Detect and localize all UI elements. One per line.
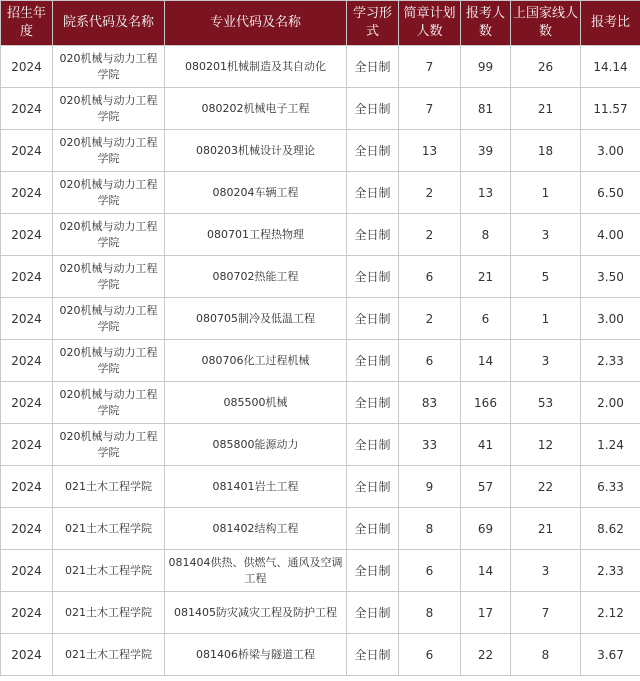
cell-dept: 020机械与动力工程学院 — [53, 382, 165, 424]
table-row — [1, 508, 640, 550]
cell-dept: 020机械与动力工程学院 — [53, 172, 165, 214]
cell-line: 21 — [511, 508, 581, 550]
cell-major: 085800能源动力 — [165, 424, 347, 466]
cell-line: 8 — [511, 634, 581, 676]
cell-applicants: 166 — [461, 382, 511, 424]
cell-major: 081401岩土工程 — [165, 466, 347, 508]
table-row — [1, 634, 640, 676]
cell-major: 081404供热、供燃气、通风及空调工程 — [165, 550, 347, 592]
cell-plan: 7 — [399, 88, 461, 130]
cell-major: 085500机械 — [165, 382, 347, 424]
cell-applicants: 14 — [461, 550, 511, 592]
cell-ratio: 14.14 — [581, 46, 640, 88]
cell-dept: 020机械与动力工程学院 — [53, 214, 165, 256]
cell-applicants: 17 — [461, 592, 511, 634]
cell-year: 2024 — [1, 592, 53, 634]
cell-line: 1 — [511, 298, 581, 340]
table-row — [1, 382, 640, 424]
cell-mode: 全日制 — [347, 634, 399, 676]
cell-dept: 020机械与动力工程学院 — [53, 46, 165, 88]
header-year: 招生年度 — [1, 1, 53, 46]
cell-year: 2024 — [1, 340, 53, 382]
cell-ratio: 3.67 — [581, 634, 640, 676]
header-applicants: 报考人数 — [461, 1, 511, 46]
cell-major: 080702热能工程 — [165, 256, 347, 298]
cell-ratio: 4.00 — [581, 214, 640, 256]
cell-line: 7 — [511, 592, 581, 634]
cell-applicants: 99 — [461, 46, 511, 88]
header-ratio: 报考比 — [581, 1, 640, 46]
cell-applicants: 81 — [461, 88, 511, 130]
table-row — [1, 424, 640, 466]
cell-year: 2024 — [1, 46, 53, 88]
cell-dept: 021土木工程学院 — [53, 634, 165, 676]
cell-plan: 6 — [399, 634, 461, 676]
cell-mode: 全日制 — [347, 424, 399, 466]
cell-year: 2024 — [1, 382, 53, 424]
cell-year: 2024 — [1, 466, 53, 508]
cell-ratio: 3.50 — [581, 256, 640, 298]
cell-plan: 8 — [399, 508, 461, 550]
cell-applicants: 22 — [461, 634, 511, 676]
cell-major: 080202机械电子工程 — [165, 88, 347, 130]
table-row — [1, 340, 640, 382]
table-row — [1, 46, 640, 88]
cell-line: 3 — [511, 214, 581, 256]
table-row — [1, 130, 640, 172]
cell-ratio: 1.24 — [581, 424, 640, 466]
cell-year: 2024 — [1, 298, 53, 340]
table-row — [1, 214, 640, 256]
cell-year: 2024 — [1, 508, 53, 550]
cell-dept: 020机械与动力工程学院 — [53, 88, 165, 130]
cell-applicants: 57 — [461, 466, 511, 508]
cell-line: 53 — [511, 382, 581, 424]
cell-ratio: 2.12 — [581, 592, 640, 634]
cell-applicants: 69 — [461, 508, 511, 550]
cell-year: 2024 — [1, 634, 53, 676]
cell-applicants: 8 — [461, 214, 511, 256]
cell-plan: 8 — [399, 592, 461, 634]
cell-ratio: 3.00 — [581, 298, 640, 340]
cell-mode: 全日制 — [347, 172, 399, 214]
cell-mode: 全日制 — [347, 130, 399, 172]
cell-plan: 2 — [399, 172, 461, 214]
cell-mode: 全日制 — [347, 340, 399, 382]
table-row — [1, 172, 640, 214]
table-row — [1, 88, 640, 130]
cell-plan: 33 — [399, 424, 461, 466]
cell-dept: 020机械与动力工程学院 — [53, 340, 165, 382]
cell-mode: 全日制 — [347, 550, 399, 592]
cell-plan: 83 — [399, 382, 461, 424]
cell-dept: 021土木工程学院 — [53, 550, 165, 592]
cell-major: 080701工程热物理 — [165, 214, 347, 256]
cell-ratio: 3.00 — [581, 130, 640, 172]
cell-applicants: 13 — [461, 172, 511, 214]
cell-dept: 021土木工程学院 — [53, 592, 165, 634]
table-row — [1, 550, 640, 592]
cell-major: 080204车辆工程 — [165, 172, 347, 214]
cell-dept: 021土木工程学院 — [53, 466, 165, 508]
cell-dept: 020机械与动力工程学院 — [53, 130, 165, 172]
table-body — [1, 46, 640, 676]
cell-ratio: 11.57 — [581, 88, 640, 130]
cell-line: 1 — [511, 172, 581, 214]
header-line: 上国家线人数 — [511, 1, 581, 46]
cell-year: 2024 — [1, 424, 53, 466]
cell-line: 12 — [511, 424, 581, 466]
cell-mode: 全日制 — [347, 46, 399, 88]
cell-plan: 6 — [399, 340, 461, 382]
cell-mode: 全日制 — [347, 88, 399, 130]
cell-applicants: 39 — [461, 130, 511, 172]
cell-ratio: 6.50 — [581, 172, 640, 214]
cell-applicants: 6 — [461, 298, 511, 340]
cell-year: 2024 — [1, 88, 53, 130]
cell-major: 080706化工过程机械 — [165, 340, 347, 382]
cell-year: 2024 — [1, 172, 53, 214]
cell-line: 22 — [511, 466, 581, 508]
cell-mode: 全日制 — [347, 466, 399, 508]
cell-plan: 6 — [399, 550, 461, 592]
table-row — [1, 298, 640, 340]
cell-major: 080201机械制造及其自动化 — [165, 46, 347, 88]
cell-dept: 020机械与动力工程学院 — [53, 424, 165, 466]
cell-major: 080705制冷及低温工程 — [165, 298, 347, 340]
table-row — [1, 466, 640, 508]
cell-line: 18 — [511, 130, 581, 172]
cell-applicants: 21 — [461, 256, 511, 298]
header-dept: 院系代码及名称 — [53, 1, 165, 46]
cell-plan: 6 — [399, 256, 461, 298]
cell-plan: 13 — [399, 130, 461, 172]
cell-major: 081406桥梁与隧道工程 — [165, 634, 347, 676]
header-major: 专业代码及名称 — [165, 1, 347, 46]
cell-year: 2024 — [1, 214, 53, 256]
cell-major: 081405防灾减灾工程及防护工程 — [165, 592, 347, 634]
cell-mode: 全日制 — [347, 508, 399, 550]
cell-year: 2024 — [1, 550, 53, 592]
cell-year: 2024 — [1, 256, 53, 298]
cell-plan: 9 — [399, 466, 461, 508]
cell-mode: 全日制 — [347, 298, 399, 340]
table-row — [1, 592, 640, 634]
cell-mode: 全日制 — [347, 592, 399, 634]
cell-applicants: 14 — [461, 340, 511, 382]
cell-year: 2024 — [1, 130, 53, 172]
cell-dept: 020机械与动力工程学院 — [53, 256, 165, 298]
cell-line: 5 — [511, 256, 581, 298]
cell-plan: 2 — [399, 214, 461, 256]
cell-mode: 全日制 — [347, 256, 399, 298]
cell-ratio: 8.62 — [581, 508, 640, 550]
cell-dept: 021土木工程学院 — [53, 508, 165, 550]
cell-line: 3 — [511, 340, 581, 382]
cell-mode: 全日制 — [347, 214, 399, 256]
cell-dept: 020机械与动力工程学院 — [53, 298, 165, 340]
header-plan: 简章计划人数 — [399, 1, 461, 46]
table-row — [1, 256, 640, 298]
header-row — [1, 1, 640, 46]
cell-ratio: 6.33 — [581, 466, 640, 508]
cell-line: 3 — [511, 550, 581, 592]
cell-plan: 2 — [399, 298, 461, 340]
cell-mode: 全日制 — [347, 382, 399, 424]
cell-plan: 7 — [399, 46, 461, 88]
cell-line: 26 — [511, 46, 581, 88]
cell-line: 21 — [511, 88, 581, 130]
cell-major: 080203机械设计及理论 — [165, 130, 347, 172]
cell-ratio: 2.00 — [581, 382, 640, 424]
cell-major: 081402结构工程 — [165, 508, 347, 550]
cell-ratio: 2.33 — [581, 550, 640, 592]
header-mode: 学习形式 — [347, 1, 399, 46]
cell-applicants: 41 — [461, 424, 511, 466]
cell-ratio: 2.33 — [581, 340, 640, 382]
